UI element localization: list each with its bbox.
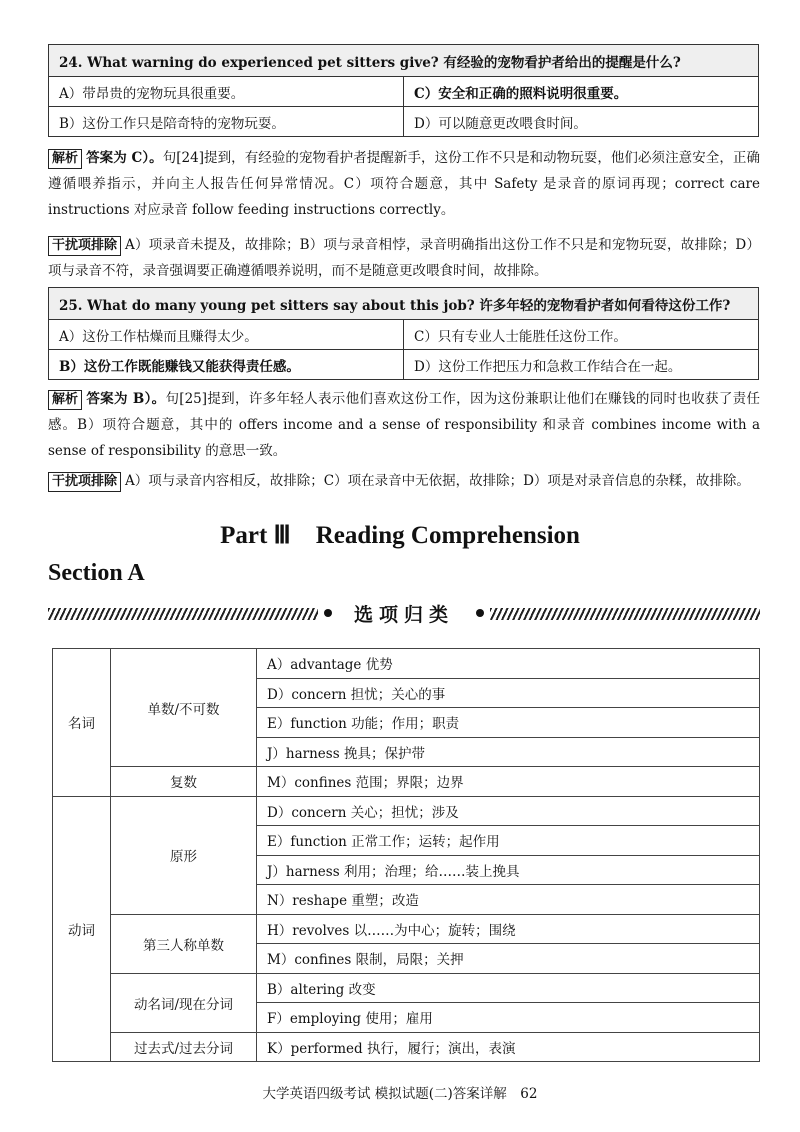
- q24-analysis-text: 句[24]提到，有经验的宠物看护者提醒新手，这份工作不只是和动物玩耍，他们必须注意安全，正确遵循喂养指示，并向主人报告任何异常情况。C）项符合题意，其中 Safety 是录音的原词再现；correct care instructions 对应录音 follow feeding instructions correctly。: [48, 150, 760, 218]
- distractor-tag: 干扰项排除: [48, 236, 121, 256]
- pos-verb: 动词: [53, 796, 111, 1062]
- vocab-item: J）harness 利用；治理；给……装上挽具: [257, 855, 760, 885]
- section-title: Section A: [48, 560, 145, 586]
- q24-option-c: C）安全和正确的照料说明很重要。: [404, 77, 759, 107]
- banner-title: 选项归类: [353, 604, 454, 626]
- q25-option-d: D）这份工作把压力和急救工作结合在一起。: [404, 350, 759, 380]
- q24-option-d: D）可以随意更改喂食时间。: [404, 107, 759, 137]
- question-25-table: [48, 287, 759, 380]
- q25-option-c: C）只有专业人士能胜任这份工作。: [404, 320, 759, 350]
- form-singular: 单数/不可数: [111, 649, 257, 767]
- q24-option-b: B）这份工作只是陪奇特的宠物玩耍。: [49, 107, 404, 137]
- q25-distractor: [48, 468, 760, 494]
- q24-answer: 答案为 C）。: [86, 150, 163, 166]
- vocab-item: F）employing 使用；雇用: [257, 1003, 760, 1033]
- form-base: 原形: [111, 796, 257, 914]
- section-banner: [48, 598, 760, 630]
- question-25-stem: 25. What do many young pet sitters say about this job? 许多年轻的宠物看护者如何看待这份工作?: [49, 288, 759, 320]
- vocab-item: M）confines 限制，局限；关押: [257, 944, 760, 974]
- analysis-tag: 解析: [48, 149, 82, 169]
- vocab-item: M）confines 范围；界限；边界: [257, 767, 760, 797]
- vocab-item: H）revolves 以……为中心；旋转；围绕: [257, 914, 760, 944]
- question-24-stem: 24. What warning do experienced pet sitters give? 有经验的宠物看护者给出的提醒是什么?: [49, 45, 759, 77]
- form-plural: 复数: [111, 767, 257, 797]
- form-past: 过去式/过去分词: [111, 1032, 257, 1062]
- vocab-item: K）performed 执行，履行；演出，表演: [257, 1032, 760, 1062]
- bullet-dot-right: [476, 609, 484, 617]
- pos-noun: 名词: [53, 649, 111, 797]
- q25-option-b: B）这份工作既能赚钱又能获得责任感。: [49, 350, 404, 380]
- q24-distractor-text: A）项录音未提及，故排除；B）项与录音相悖，录音明确指出这份工作不只是和宠物玩耍，故排除；D）项与录音不符，录音强调要正确遵循喂养说明，而不是随意更改喂食时间，故排除。: [48, 237, 760, 279]
- vocab-item: A）advantage 优势: [257, 649, 760, 679]
- form-third-person: 第三人称单数: [111, 914, 257, 973]
- vocab-item: D）concern 担忧；关心的事: [257, 678, 760, 708]
- form-gerund: 动名词/现在分词: [111, 973, 257, 1032]
- distractor-tag: 干扰项排除: [48, 472, 121, 492]
- vocab-item: E）function 功能；作用；职责: [257, 708, 760, 738]
- vocab-item: J）harness 挽具；保护带: [257, 737, 760, 767]
- vocab-item: D）concern 关心；担忧；涉及: [257, 796, 760, 826]
- page-footer: 大学英语四级考试 模拟试题(二)答案详解 62: [262, 1086, 538, 1102]
- vocab-table: [52, 648, 760, 1062]
- q25-analysis-text: 句[25]提到，许多年轻人表示他们喜欢这份工作，因为这份兼职让他们在赚钱的同时也收获了责任感。B）项符合题意，其中的 offers income and a sense of responsibility 和录音 combines income with a sense of responsibility 的意思一致。: [48, 391, 760, 459]
- q25-distractor-text: A）项与录音内容相反，故排除；C）项在录音中无依据，故排除；D）项是对录音信息的杂糅，故排除。: [125, 473, 750, 489]
- hatch-decoration-right: [490, 608, 760, 620]
- question-24-table: [48, 44, 759, 137]
- q25-analysis: [48, 386, 760, 464]
- part-title: Part Ⅲ Reading Comprehension: [220, 522, 580, 549]
- q24-distractor: [48, 232, 760, 284]
- analysis-tag: 解析: [48, 390, 82, 410]
- q24-option-a: A）带昂贵的宠物玩具很重要。: [49, 77, 404, 107]
- vocab-item: B）altering 改变: [257, 973, 760, 1003]
- vocab-item: N）reshape 重塑；改造: [257, 885, 760, 915]
- vocab-item: E）function 正常工作；运转；起作用: [257, 826, 760, 856]
- q25-option-a: A）这份工作枯燥而且赚得太少。: [49, 320, 404, 350]
- q25-answer: 答案为 B）。: [86, 391, 166, 407]
- q24-analysis: [48, 145, 760, 223]
